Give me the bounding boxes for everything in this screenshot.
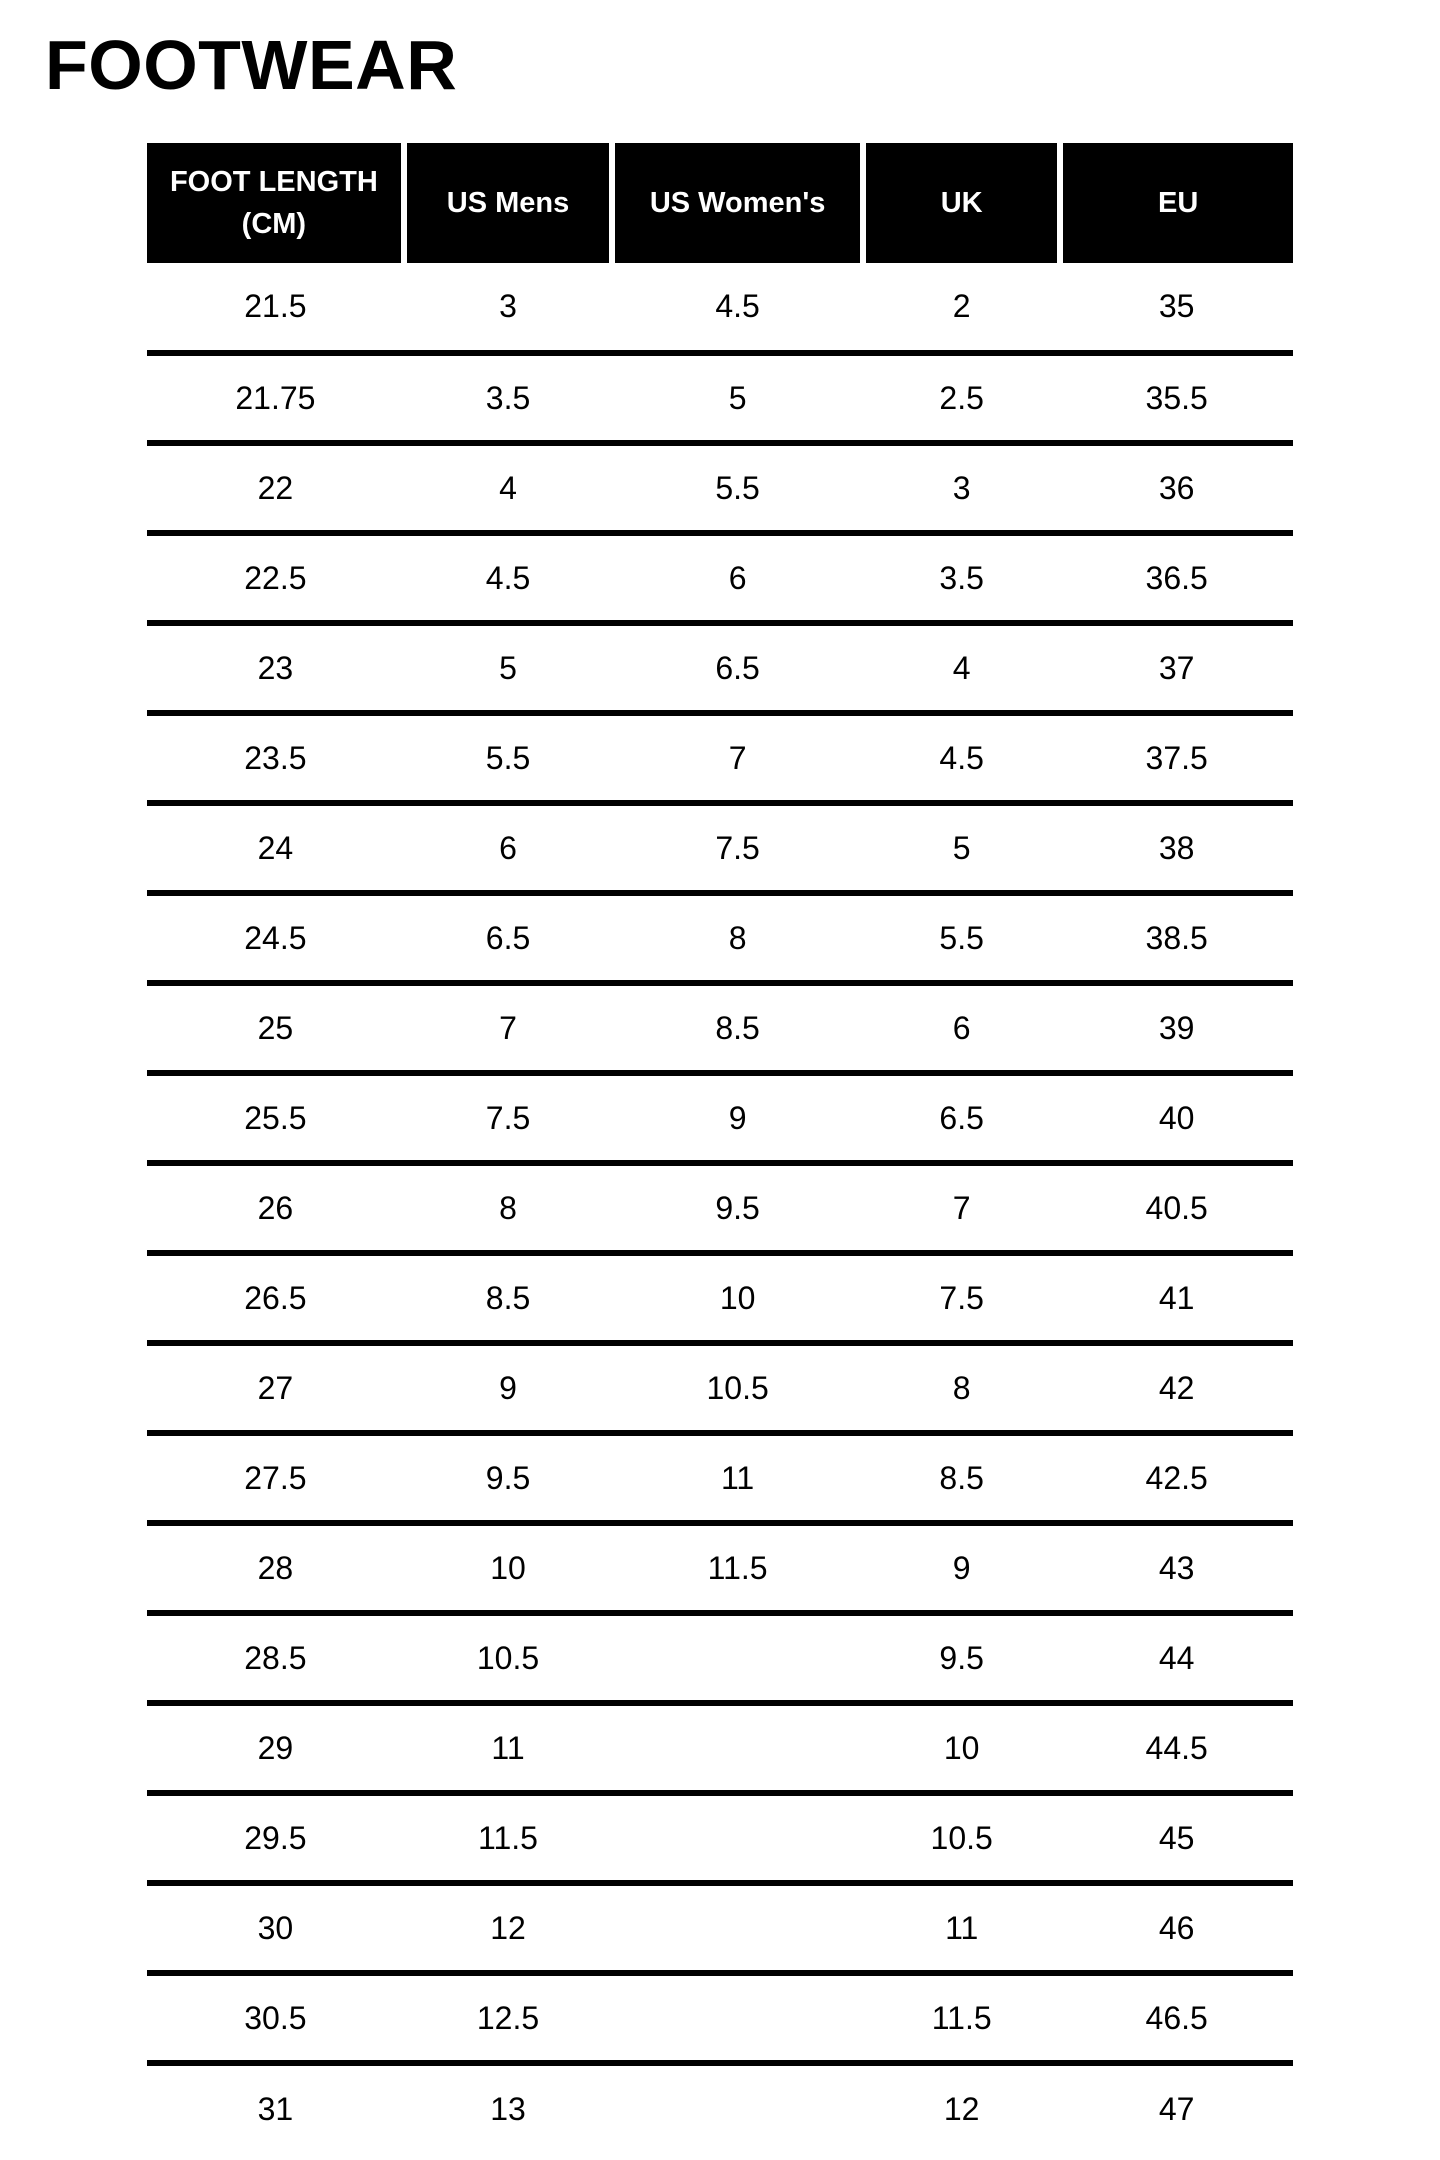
table-row bbox=[147, 1703, 1293, 1793]
table-cell: 8.5 bbox=[404, 1253, 612, 1343]
table-cell: 10.5 bbox=[404, 1613, 612, 1703]
table-cell: 8 bbox=[404, 1163, 612, 1253]
table-cell: 7.5 bbox=[863, 1253, 1060, 1343]
table-row bbox=[147, 1793, 1293, 1883]
table-cell: 11 bbox=[863, 1883, 1060, 1973]
table-cell: 38 bbox=[1060, 803, 1293, 893]
table-cell: 7 bbox=[863, 1163, 1060, 1253]
table-cell: 28.5 bbox=[147, 1613, 404, 1703]
table-cell: 10 bbox=[612, 1253, 863, 1343]
table-cell: 25 bbox=[147, 983, 404, 1073]
table-row bbox=[147, 893, 1293, 983]
table-cell: 6 bbox=[404, 803, 612, 893]
table-cell: 11 bbox=[612, 1433, 863, 1523]
table-cell: 4.5 bbox=[863, 713, 1060, 803]
table-row bbox=[147, 713, 1293, 803]
column-header-foot-length: FOOT LENGTH (CM) bbox=[147, 143, 404, 263]
table-row bbox=[147, 1883, 1293, 1973]
table-cell: 43 bbox=[1060, 1523, 1293, 1613]
table-row bbox=[147, 1613, 1293, 1703]
table-cell: 30 bbox=[147, 1883, 404, 1973]
table-cell: 27 bbox=[147, 1343, 404, 1433]
table-row bbox=[147, 353, 1293, 443]
table-cell: 5.5 bbox=[863, 893, 1060, 983]
table-cell bbox=[612, 1973, 863, 2063]
table-cell: 9 bbox=[863, 1523, 1060, 1613]
table-cell: 3 bbox=[499, 288, 517, 324]
table-cell: 26 bbox=[147, 1163, 404, 1253]
table-cell: 7.5 bbox=[404, 1073, 612, 1163]
table-row bbox=[147, 533, 1293, 623]
table-row bbox=[147, 1523, 1293, 1613]
table-row bbox=[147, 1253, 1293, 1343]
column-header-us-mens: US Mens bbox=[404, 143, 612, 263]
table-cell: 3.5 bbox=[404, 353, 612, 443]
table-row bbox=[147, 1433, 1293, 1523]
table-cell: 46.5 bbox=[1060, 1973, 1293, 2063]
table-row bbox=[147, 1163, 1293, 1253]
table-cell: 27.5 bbox=[147, 1433, 404, 1523]
table-cell: 6.5 bbox=[863, 1073, 1060, 1163]
table-cell: 6.5 bbox=[612, 623, 863, 713]
table-cell: 11.5 bbox=[612, 1523, 863, 1613]
table-cell: 12.5 bbox=[404, 1973, 612, 2063]
table-row bbox=[147, 1073, 1293, 1163]
table-row bbox=[147, 2063, 1293, 2153]
table-row bbox=[147, 263, 1293, 353]
table-cell: 42 bbox=[1060, 1343, 1293, 1433]
table-row bbox=[147, 1973, 1293, 2063]
table-cell: 6 bbox=[612, 533, 863, 623]
table-cell: 13 bbox=[404, 2063, 612, 2153]
table-cell: 11.5 bbox=[404, 1793, 612, 1883]
table-cell: 29.5 bbox=[147, 1793, 404, 1883]
table-cell: 28 bbox=[147, 1523, 404, 1613]
table-cell: 42.5 bbox=[1060, 1433, 1293, 1523]
table-cell: 38.5 bbox=[1060, 893, 1293, 983]
table-cell: 9.5 bbox=[404, 1433, 612, 1523]
table-cell: 24 bbox=[147, 803, 404, 893]
table-cell: 37 bbox=[1060, 623, 1293, 713]
table-cell: 23 bbox=[147, 623, 404, 713]
table-cell: 46 bbox=[1060, 1883, 1293, 1973]
table-header-row bbox=[147, 143, 1293, 263]
table-cell: 5 bbox=[863, 803, 1060, 893]
table-cell: 44.5 bbox=[1060, 1703, 1293, 1793]
table-cell: 11.5 bbox=[863, 1973, 1060, 2063]
table-cell: 10 bbox=[863, 1703, 1060, 1793]
table-row bbox=[147, 623, 1293, 713]
table-row bbox=[147, 1343, 1293, 1433]
table-cell: 45 bbox=[1060, 1793, 1293, 1883]
table-cell: 8 bbox=[863, 1343, 1060, 1433]
table-cell bbox=[612, 1793, 863, 1883]
table-cell: 35 bbox=[1158, 288, 1195, 324]
table-cell: 31 bbox=[147, 2063, 404, 2153]
table-row bbox=[147, 983, 1293, 1073]
table-cell: 36.5 bbox=[1060, 533, 1293, 623]
table-cell bbox=[612, 1703, 863, 1793]
table-cell: 3 bbox=[863, 443, 1060, 533]
table-cell: 29 bbox=[147, 1703, 404, 1793]
table-cell: 6 bbox=[863, 983, 1060, 1073]
table-cell: 37.5 bbox=[1060, 713, 1293, 803]
table-cell: 3.5 bbox=[863, 533, 1060, 623]
table-body bbox=[147, 263, 1293, 2153]
table-cell: 4 bbox=[404, 443, 612, 533]
table-cell: 2 bbox=[952, 288, 971, 324]
table-cell: 4.5 bbox=[715, 288, 760, 324]
table-cell: 39 bbox=[1060, 983, 1293, 1073]
table-cell: 23.5 bbox=[147, 713, 404, 803]
table-cell: 8.5 bbox=[612, 983, 863, 1073]
table-cell: 6.5 bbox=[404, 893, 612, 983]
table-cell: 7.5 bbox=[612, 803, 863, 893]
table-cell: 21.75 bbox=[147, 353, 404, 443]
table-cell: 10 bbox=[404, 1523, 612, 1613]
table-cell: 36 bbox=[1060, 443, 1293, 533]
table-cell: 5 bbox=[404, 623, 612, 713]
table-cell: 47 bbox=[1060, 2063, 1293, 2153]
table-cell: 5.5 bbox=[612, 443, 863, 533]
table-cell: 5.5 bbox=[404, 713, 612, 803]
table-cell bbox=[612, 1613, 863, 1703]
table-cell: 35.5 bbox=[1060, 353, 1293, 443]
table-cell: 30.5 bbox=[147, 1973, 404, 2063]
table-cell: 7 bbox=[404, 983, 612, 1073]
table-cell: 11 bbox=[404, 1703, 612, 1793]
table-cell: 5 bbox=[612, 353, 863, 443]
table-cell: 22.5 bbox=[147, 533, 404, 623]
column-header-uk: UK bbox=[863, 143, 1060, 263]
table-cell: 40.5 bbox=[1060, 1163, 1293, 1253]
table-cell bbox=[612, 1883, 863, 1973]
table-cell: 44 bbox=[1060, 1613, 1293, 1703]
table-cell: 4.5 bbox=[404, 533, 612, 623]
table-cell: 26.5 bbox=[147, 1253, 404, 1343]
page-title: FOOTWEAR bbox=[45, 26, 458, 104]
table-cell: 25.5 bbox=[147, 1073, 404, 1163]
table-cell: 40 bbox=[1060, 1073, 1293, 1163]
table-row bbox=[147, 803, 1293, 893]
table-cell: 2.5 bbox=[863, 353, 1060, 443]
table-cell: 41 bbox=[1060, 1253, 1293, 1343]
table-row bbox=[147, 443, 1293, 533]
table-cell: 4 bbox=[863, 623, 1060, 713]
column-header-us-womens: US Women's bbox=[612, 143, 863, 263]
table-cell: 7 bbox=[612, 713, 863, 803]
table-cell: 21.5 bbox=[244, 288, 307, 324]
table-cell: 12 bbox=[863, 2063, 1060, 2153]
footwear-size-table bbox=[147, 143, 1293, 2153]
table-cell: 8.5 bbox=[863, 1433, 1060, 1523]
table-cell: 10.5 bbox=[612, 1343, 863, 1433]
table-cell bbox=[612, 2063, 863, 2153]
column-header-eu: EU bbox=[1060, 143, 1293, 263]
table-cell: 22 bbox=[147, 443, 404, 533]
table-cell: 8 bbox=[612, 893, 863, 983]
table-cell: 9 bbox=[404, 1343, 612, 1433]
table-cell: 12 bbox=[404, 1883, 612, 1973]
table-cell: 9.5 bbox=[612, 1163, 863, 1253]
table-cell: 9.5 bbox=[863, 1613, 1060, 1703]
table-cell: 24.5 bbox=[147, 893, 404, 983]
table-cell: 9 bbox=[612, 1073, 863, 1163]
table-cell: 10.5 bbox=[863, 1793, 1060, 1883]
